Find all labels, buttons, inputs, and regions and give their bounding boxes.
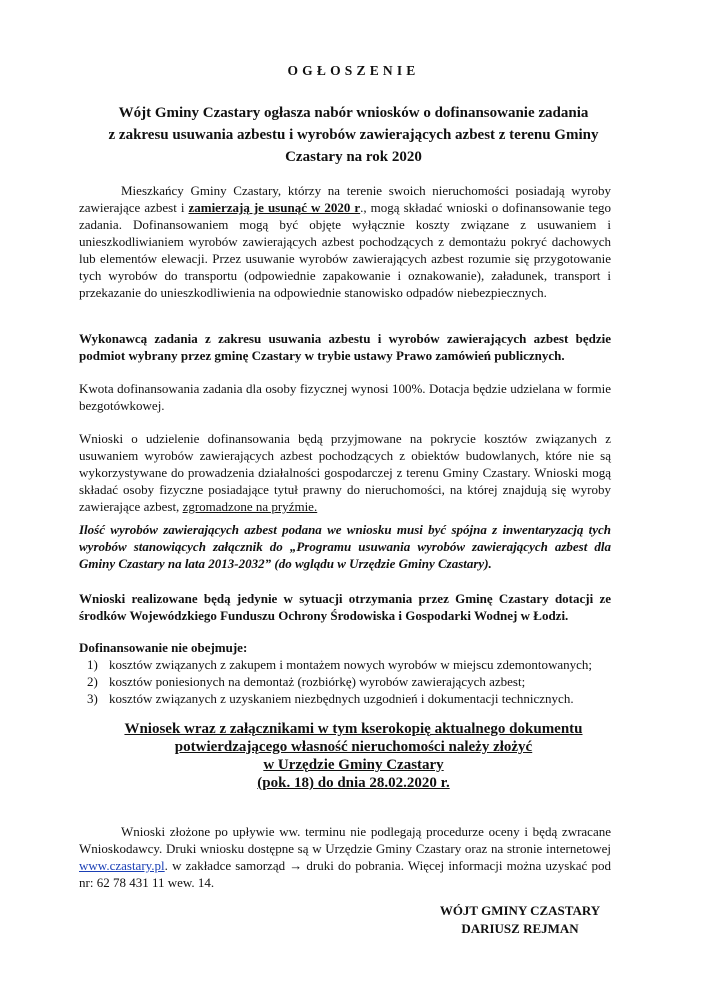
contact-text: Wnioski złożone po upływie ww. terminu nie podlegają procedurze oceny i będą zwracane Wnioskodawcy. Druki wniosku dostępne są w Urzędzie Gminy Czastary oraz na stronie internetowej	[79, 824, 611, 856]
paragraph-intro	[79, 182, 611, 301]
paragraph-grant-condition: Wnioski realizowane będą jedynie w sytuacji otrzymania przez Gminę Czastary dotacji ze środków Wojewódzkiego Funduszu Ochrony Środowiska i Gospodarki Wodnej w Łodzi.	[79, 591, 611, 623]
submission-notice	[60, 720, 647, 792]
document-title: OGŁOSZENIE	[287, 63, 420, 78]
list-item-number: 3)	[87, 691, 98, 706]
signature-name: DARIUSZ REJMAN	[461, 921, 579, 936]
heading-line: Czastary na rok 2020	[285, 149, 422, 165]
paragraph-inventory: Ilość wyrobów zawierających azbest podana we wniosku musi być spójna z inwentaryzacją tych wyrobów stanowiących załącznik do „Programu usuwania wyrobów zawierających azbest dla Gminy Czastary na lata 2013-2032” (do wglądu w Urzędzie Gminy Czastary).	[79, 522, 611, 571]
intro-emphasis: zamierzają je usunąć w 2020 r	[188, 200, 361, 215]
contact-text-continued: . w zakładce samorząd → druki do pobrania. Więcej informacji można uzyskać pod nr: 62 78 431 11 wew. 14.	[79, 858, 611, 890]
list-item-text: kosztów związanych z uzyskaniem niezbędnych uzgodnień i dokumentacji technicznych.	[109, 691, 574, 706]
list-item-number: 1)	[87, 657, 98, 672]
submission-line: Wniosek wraz z załącznikami w tym kserokopię aktualnego dokumentu	[124, 721, 583, 737]
list-item-text: kosztów związanych z zakupem i montażem nowych wyrobów w miejscu zdemontowanych;	[109, 657, 593, 672]
intro-text-continued: ., mogą składać wnioski o dofinansowanie tego zadania. Dofinansowaniem mogą być objęte wyłącznie koszty związane z usuwaniem i unieszkodliwianiem wyrobów zawierających azbest pochodzących z demontażu pokryć dachowych lub elementów elewacji. Przez usuwanie wyrobów zawierających azbest rozumie się przygotowanie tych wyrobów do transportu (odpowiednie zapakowanie i oznakowanie), załadunek, transport i przekazanie do unieszkodliwienia na odpowiednie stanowisko odpadów niebezpiecznych.	[79, 200, 611, 300]
submission-deadline: (pok. 18) do dnia 28.02.2020 r.	[257, 775, 450, 791]
applications-text: Wnioski o udzielenie dofinansowania będą przyjmowane na pokrycie kosztów związanych z usuwaniem wyrobów zawierających azbest pochodzących z obiektów budowlanych, które nie są wykorzystywane do prowadzenia działalności gospodarczej z terenu Gminy Czastary. Wnioski mogą składać osoby fizyczne posiadające tytuł prawny do nieruchomości, na której znajdują się wyroby zawierające azbest,	[79, 431, 611, 514]
submission-line: potwierdzającego własność nieruchomości należy złożyć	[174, 739, 533, 755]
paragraph-applications	[79, 430, 611, 515]
list-item	[79, 656, 639, 673]
applications-underlined: zgromadzone na pryźmie.	[182, 499, 318, 514]
paragraph-contact	[79, 823, 611, 891]
intro-text: Mieszkańcy Gminy Czastary, którzy na terenie swoich nieruchomości posiadają wyroby zawierające azbest i	[79, 183, 611, 215]
exclusions-list	[79, 656, 639, 707]
paragraph-contractor: Wykonawcą zadania z zakresu usuwania azbestu i wyrobów zawierających azbest będzie podmiot wybrany przez gminę Czastary w trybie ustawy Prawo zamówień publicznych.	[79, 331, 611, 363]
list-item-number: 2)	[87, 674, 98, 689]
submission-line: w Urzędzie Gminy Czastary	[263, 757, 444, 773]
document-heading	[60, 102, 647, 168]
heading-line: Wójt Gminy Czastary ogłasza nabór wniosków o dofinansowanie zadania	[118, 105, 589, 121]
list-item	[79, 673, 639, 690]
signature-title: WÓJT GMINY CZASTARY	[439, 903, 601, 918]
list-item	[79, 690, 639, 707]
list-item-text: kosztów poniesionych na demontaż (rozbiórkę) wyrobów zawierających azbest;	[109, 674, 526, 689]
paragraph-funding-amount: Kwota dofinansowania zadania dla osoby fizycznej wynosi 100%. Dotacja będzie udzielana w formie bezgotówkowej.	[79, 381, 611, 413]
website-link[interactable]: www.czastary.pl	[79, 858, 165, 873]
signature-block	[420, 902, 620, 938]
heading-line: z zakresu usuwania azbestu i wyrobów zawierających azbest z terenu Gminy	[108, 127, 599, 143]
exclusions-label: Dofinansowanie nie obejmuje:	[79, 640, 248, 655]
